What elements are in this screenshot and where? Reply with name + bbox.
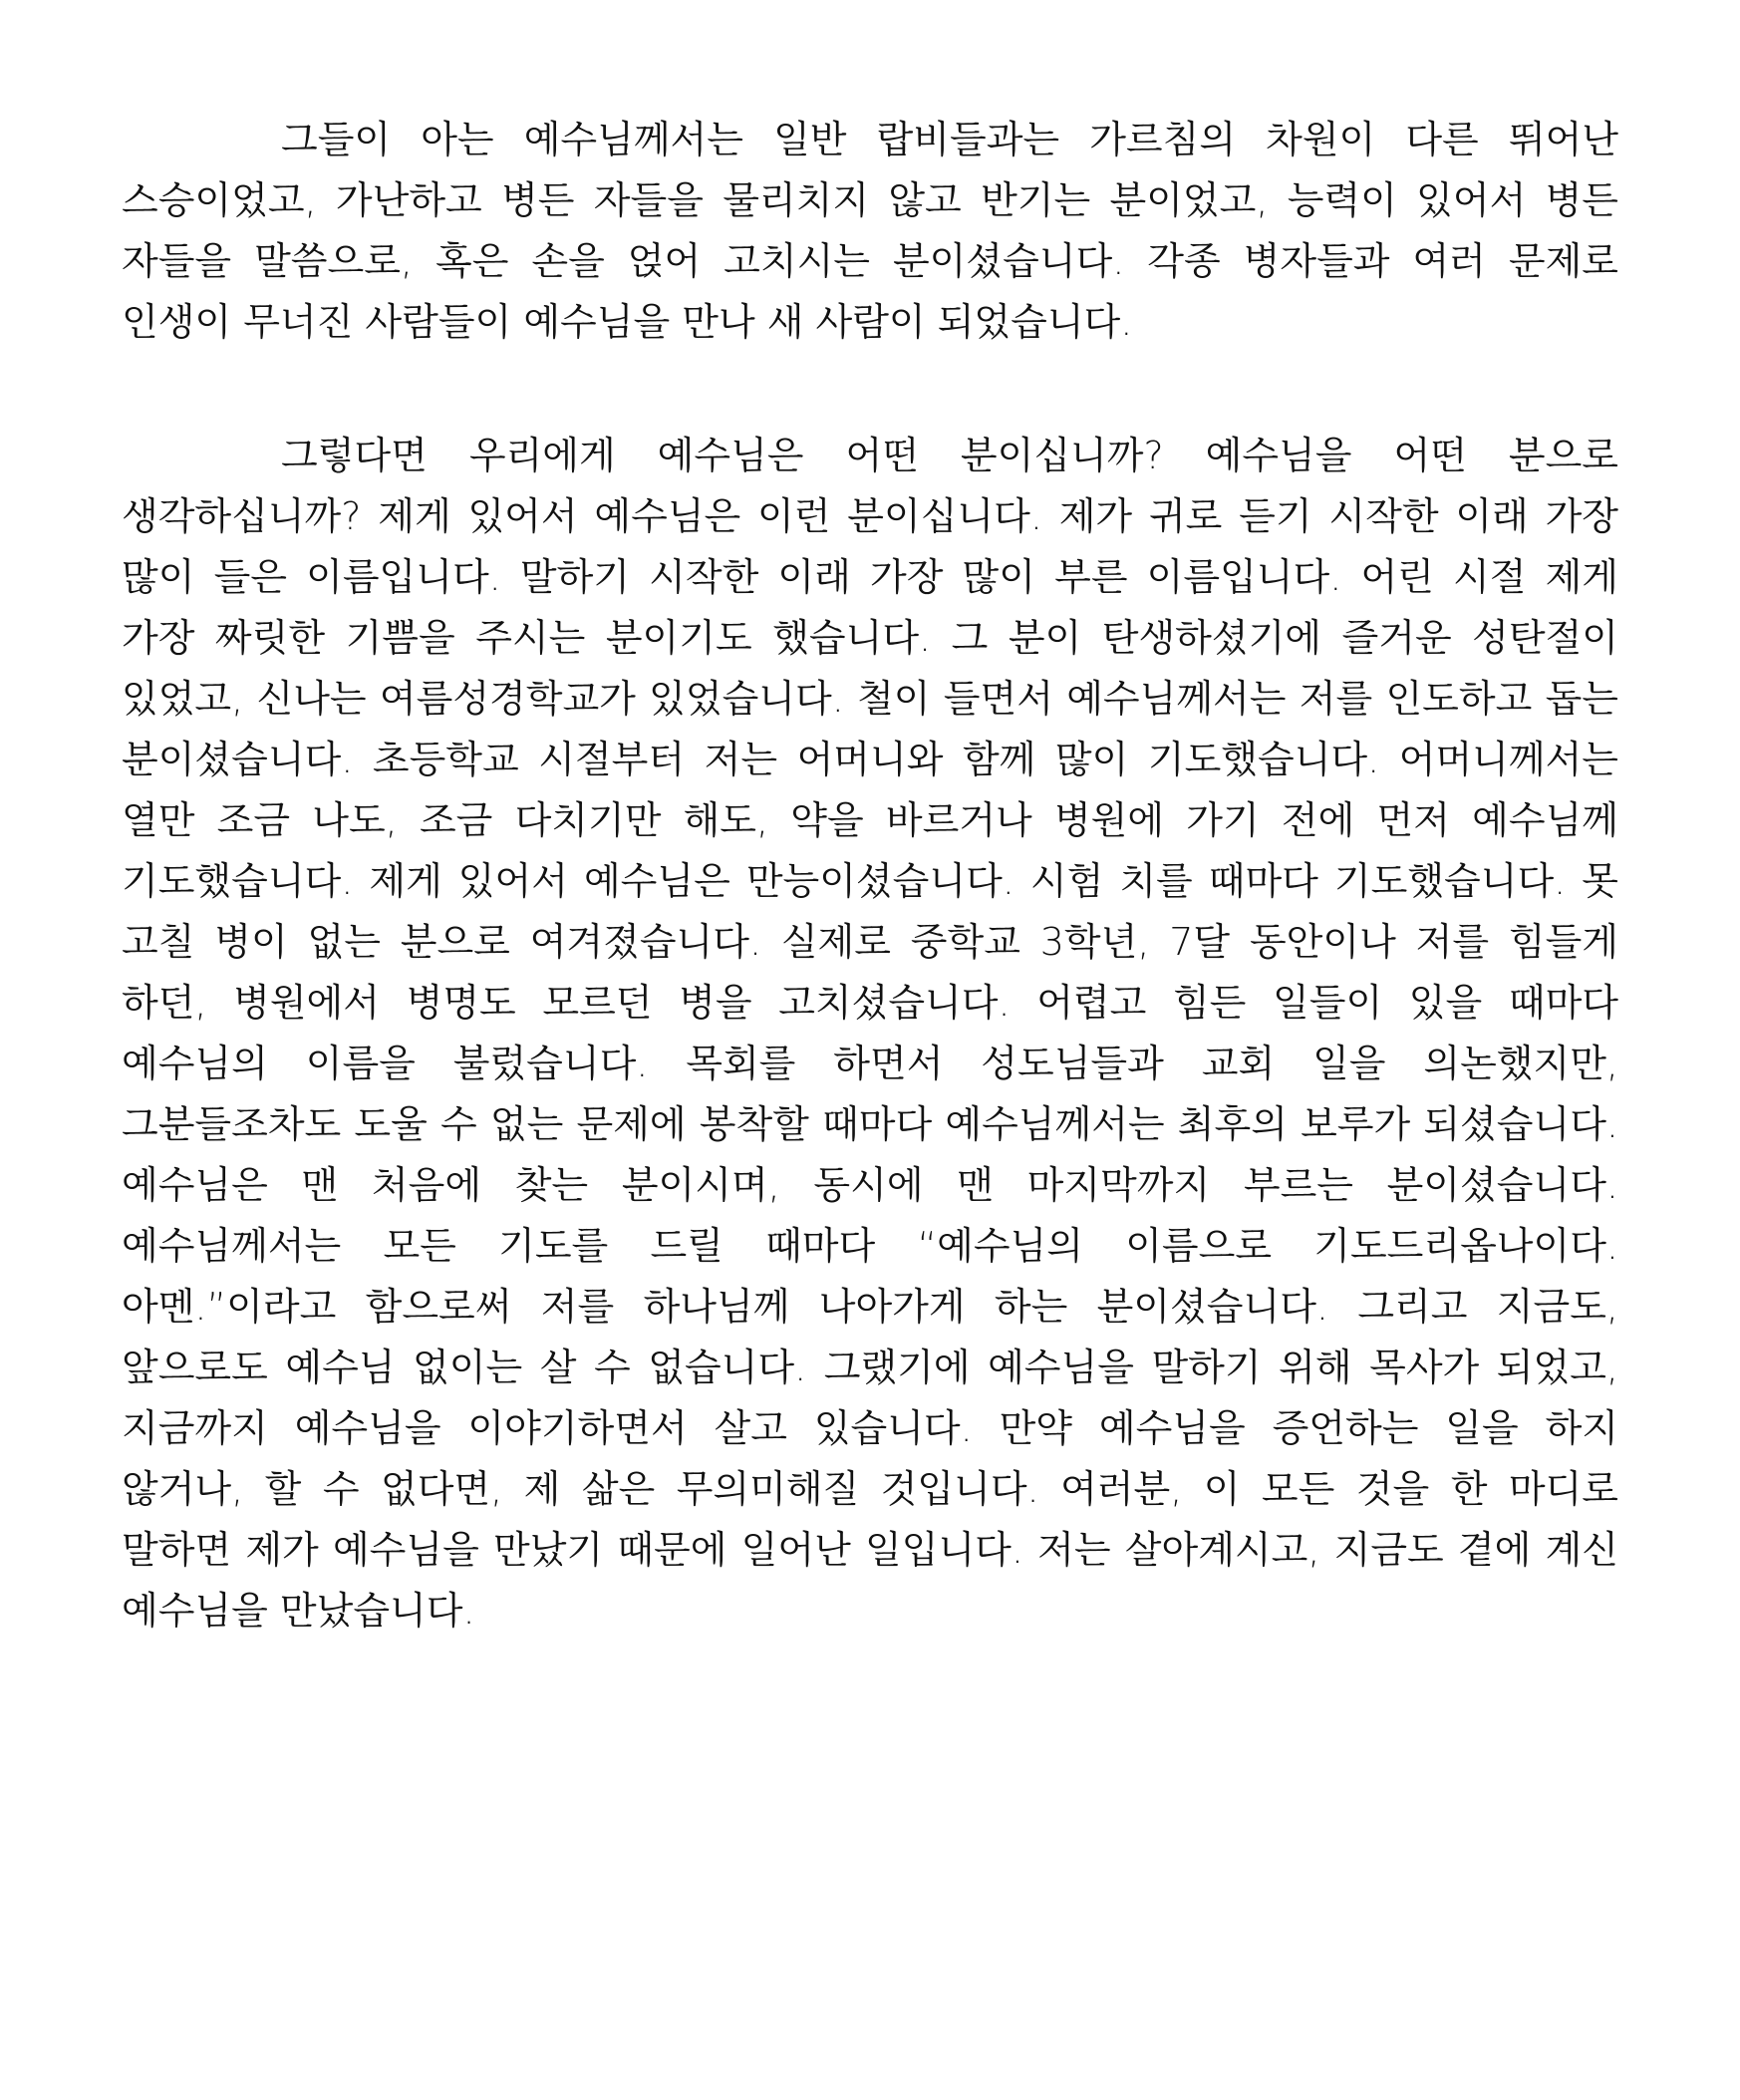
document-body (122, 110, 1618, 1642)
paragraph-1: 그들이 아는 예수님께서는 일반 랍비들과는 가르침의 차원이 다른 뛰어난 스승이었고, 가난하고 병든 자들을 물리치지 않고 반기는 분이었고, 능력이 있어서 병든 자들을 말씀으로, 혹은 손을 얹어 고치시는 분이셨습니다. 각종 병자들과 여러 문제로 인생이 무너진 사람들이 예수님을 만나 새 사람이 되었습니다. (122, 118, 1618, 344)
paragraph-2: 그렇다면 우리에게 예수님은 어떤 분이십니까? 예수님을 어떤 분으로 생각하십니까? 제게 있어서 예수님은 이런 분이십니다. 제가 귀로 듣기 시작한 이래 가장 많이 들은 이름입니다. 말하기 시작한 이래 가장 많이 부른 이름입니다. 어린 시절 제게 가장 짜릿한 기쁨을 주시는 분이기도 했습니다. 그 분이 탄생하셨기에 즐거운 성탄절이 있었고, 신나는 여름성경학교가 있었습니다. 철이 들면서 예수님께서는 저를 인도하고 돕는 분이셨습니다. 초등학교 시절부터 저는 어머니와 함께 많이 기도했습니다. 어머니께서는 열만 조금 나도, 조금 다치기만 해도, 약을 바르거나 병원에 가기 전에 먼저 예수님께 기도했습니다. 제게 있어서 예수님은 만능이셨습니다. 시험 치를 때마다 기도했습니다. 못 고칠 병이 없는 분으로 여겨졌습니다. 실제로 중학교 3학년, 7달 동안이나 저를 힘들게 하던, 병원에서 병명도 모르던 병을 고치셨습니다. 어렵고 힘든 일들이 있을 때마다 예수님의 이름을 불렀습니다. 목회를 하면서 성도님들과 교회 일을 의논했지만, 그분들조차도 도울 수 없는 문제에 봉착할 때마다 예수님께서는 최후의 보루가 되셨습니다. 예수님은 맨 처음에 찾는 분이시며, 동시에 맨 마지막까지 부르는 분이셨습니다. 예수님께서는 모든 기도를 드릴 때마다 “예수님의 이름으로 기도드리옵나이다. 아멘.”이라고 함으로써 저를 하나님께 나아가게 하는 분이셨습니다. 그리고 지금도, 앞으로도 예수님 없이는 살 수 없습니다. 그랬기에 예수님을 말하기 위해 목사가 되었고, 지금까지 예수님을 이야기하면서 살고 있습니다. 만약 예수님을 증언하는 일을 하지 않거나, 할 수 없다면, 제 삶은 무의미해질 것입니다. 여러분, 이 모든 것을 한 마디로 말하면 제가 예수님을 만났기 때문에 일어난 일입니다. 저는 살아계시고, 지금도 곁에 계신 예수님을 만났습니다. (122, 434, 1618, 1633)
